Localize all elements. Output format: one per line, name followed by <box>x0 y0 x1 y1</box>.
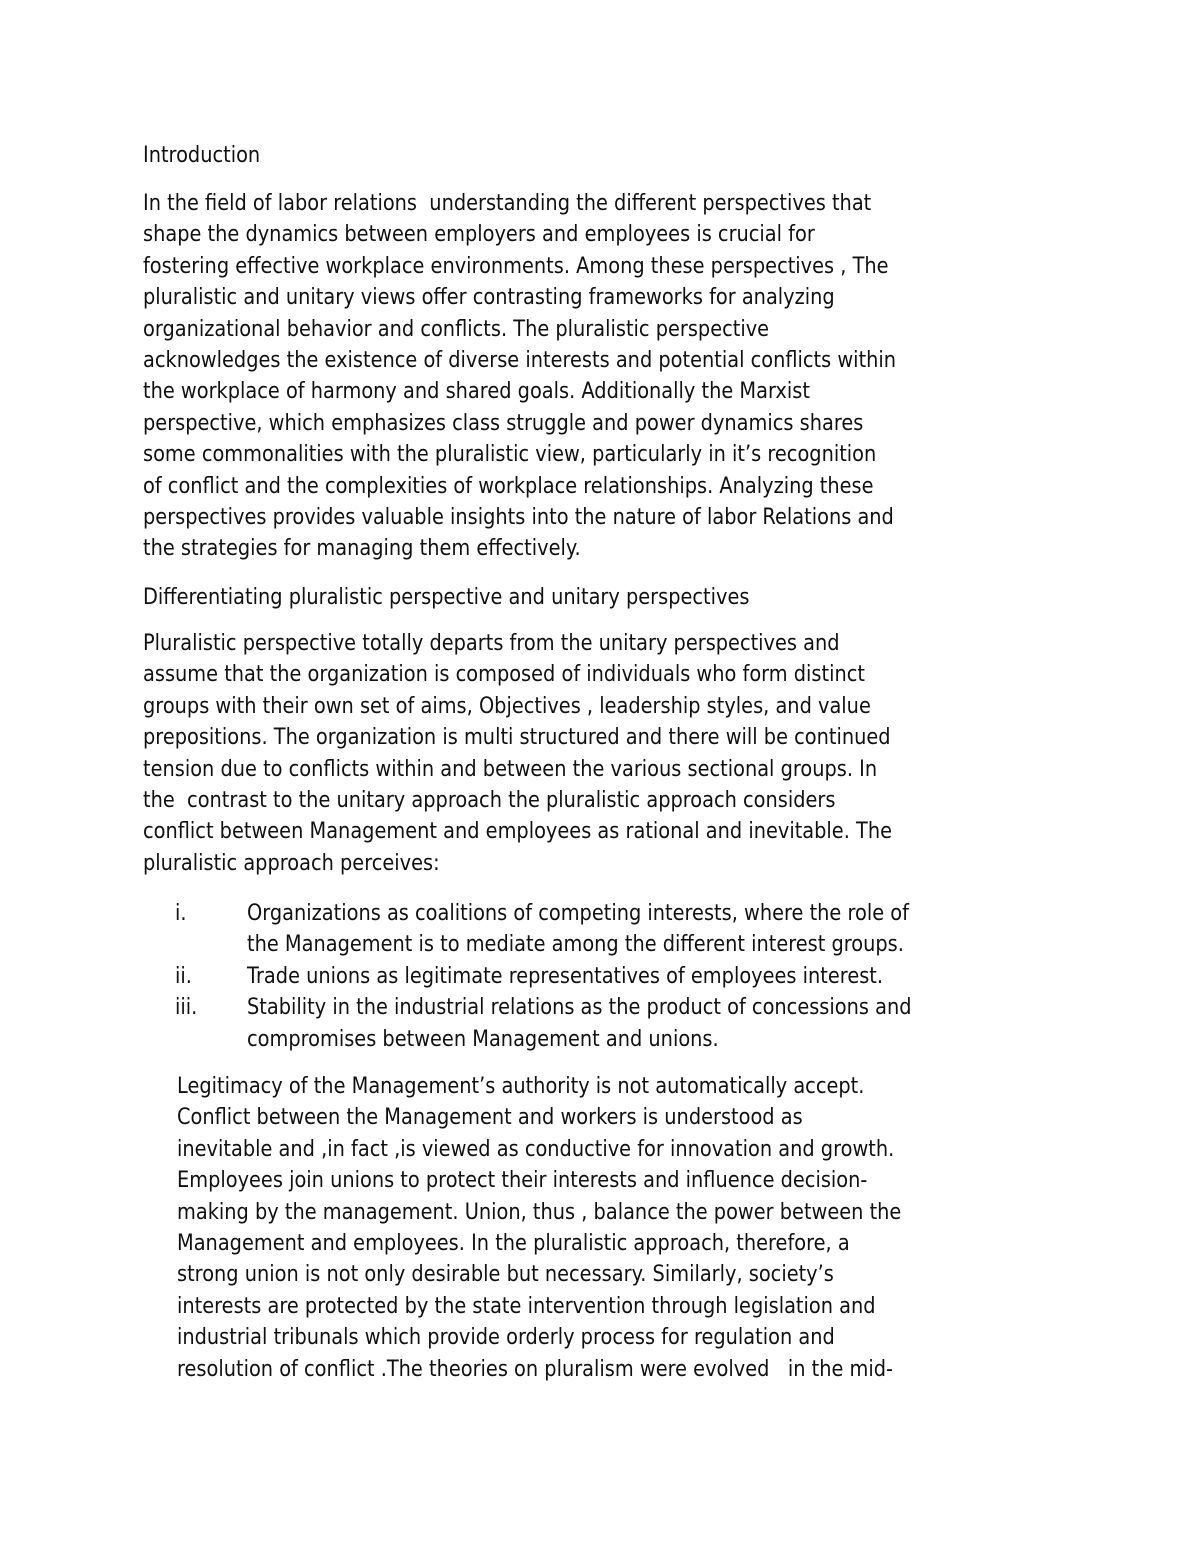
text-line: fostering effective workplace environments. Among these perspectives , The <box>143 252 889 279</box>
heading-introduction: Introduction <box>143 142 261 168</box>
list-item-line: the Management is to mediate among the different interest groups. <box>247 931 904 958</box>
text-line: resolution of conflict .The theories on pluralism were evolved in the mid- <box>177 1355 894 1382</box>
text-line: Employees join unions to protect their interests and influence decision- <box>177 1167 868 1194</box>
text-line: Pluralistic perspective totally departs from the unitary perspectives and <box>143 630 840 656</box>
text-line: strong union is not only desirable but necessary. Similarly, society’s <box>177 1261 834 1288</box>
list-item-line: Stability in the industrial relations as the product of concessions and <box>247 994 912 1021</box>
text-line: some commonalities with the pluralistic view, particularly in it’s recognition <box>143 441 877 468</box>
text-line: of conflict and the complexities of workplace relationships. Analyzing these <box>143 472 874 499</box>
text-line: assume that the organization is composed of individuals who form distinct <box>143 661 865 688</box>
list-marker: i. <box>175 900 187 926</box>
text-line: shape the dynamics between employers and employees is crucial for <box>143 221 815 248</box>
text-line: groups with their own set of aims, Objectives , leadership styles, and value <box>143 692 871 719</box>
text-line: pluralistic and unitary views offer contrasting frameworks for analyzing <box>143 284 835 311</box>
text-line: industrial tribunals which provide orderly process for regulation and <box>177 1324 835 1351</box>
text-line: inevitable and ,in fact ,is viewed as conductive for innovation and growth. <box>177 1135 895 1162</box>
list-marker: iii. <box>175 994 198 1021</box>
text-line: interests are protected by the state intervention through legislation and <box>177 1292 876 1319</box>
text-line: In the field of labor relations understanding the different perspectives that <box>143 190 872 216</box>
text-line: perspectives provides valuable insights into the nature of labor Relations and <box>143 504 894 530</box>
text-line: conflict between Management and employees as rational and inevitable. The <box>143 818 893 845</box>
heading-differentiating: Differentiating pluralistic perspective and unitary perspectives <box>143 584 750 610</box>
text-line: the contrast to the unitary approach the pluralistic approach considers <box>143 787 836 813</box>
text-line: the workplace of harmony and shared goals. Additionally the Marxist <box>143 378 810 405</box>
text-line: prepositions. The organization is multi structured and there will be continued <box>143 724 891 751</box>
text-line: Management and employees. In the pluralistic approach, therefore, a <box>177 1230 850 1256</box>
text-line: the strategies for managing them effectively. <box>143 535 581 562</box>
text-line: making by the management. Union, thus , balance the power between the <box>177 1198 902 1225</box>
text-line: perspective, which emphasizes class struggle and power dynamics shares <box>143 409 864 436</box>
text-line: Conflict between the Management and workers is understood as <box>177 1104 803 1131</box>
text-line: pluralistic approach perceives: <box>143 849 440 876</box>
text-line: Legitimacy of the Management’s authority is not automatically accept. <box>177 1073 865 1099</box>
text-line: acknowledges the existence of diverse interests and potential conflicts within <box>143 347 897 373</box>
list-item-line: Trade unions as legitimate representatives of employees interest. <box>247 962 884 989</box>
list-item-line: compromises between Management and unions. <box>247 1025 719 1052</box>
text-line: organizational behavior and conflicts. The pluralistic perspective <box>143 315 770 342</box>
list-marker: ii. <box>175 962 192 989</box>
text-line: tension due to conflicts within and between the various sectional groups. In <box>143 755 878 782</box>
list-item-line: Organizations as coalitions of competing interests, where the role of <box>247 900 909 926</box>
